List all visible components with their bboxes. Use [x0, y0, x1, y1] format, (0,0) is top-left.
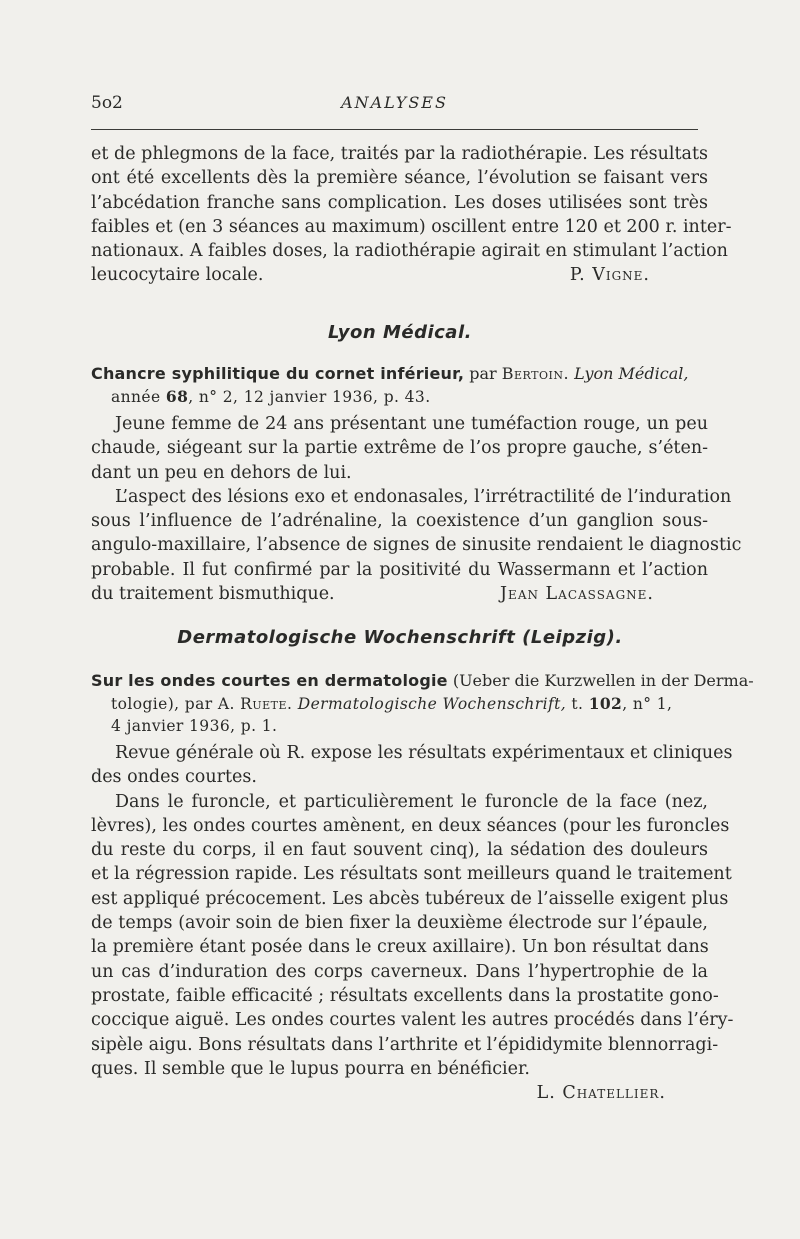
text-line: Jeune femme de 24 ans présentant une tuméfaction rouge, un peu	[115, 414, 708, 434]
article-chancre	[91, 362, 742, 606]
text-line: ont été excellents dès la première séance, l’évolution se faisant vers	[91, 168, 708, 189]
text-line: Revue générale où R. expose les résultats expérimentaux et cliniques	[115, 743, 733, 763]
cite-text: , n° 2, 12 janvier 1936, p. 43.	[188, 388, 431, 406]
citation-line	[91, 693, 708, 715]
intro-text	[91, 142, 732, 288]
cite-text: année	[111, 388, 166, 406]
text-line: angulo-maxillaire, l’absence de signes de sinusite rendaient le diagnostic	[91, 535, 742, 556]
page-header	[91, 93, 698, 117]
last-line-text: du traitement bismuthique.	[91, 584, 335, 605]
author: Ruete.	[240, 695, 293, 713]
cite-text: , n° 1,	[622, 695, 673, 713]
text-line: et la régression rapide. Les résultats sont meilleurs quand le traitement	[91, 864, 732, 885]
text-line: faibles et (en 3 séances au maximum) oscillent entre 120 et 200 r. inter-	[91, 216, 732, 237]
text-line: coccique aiguë. Les ondes courtes valent les autres procédés dans l’éry-	[91, 1010, 734, 1031]
text-line-last: ques. Il semble que le lupus pourra en bénéficier.	[91, 1058, 530, 1079]
cite-text: tologie), par A.	[111, 695, 241, 713]
article-title-line	[91, 362, 708, 386]
text-line: sous l’influence de l’adrénaline, la coexistence d’un ganglion sous-	[91, 511, 708, 532]
citation-line: 4 janvier 1936, p. 1.	[111, 717, 278, 735]
text-line: de temps (avoir soin de bien fixer la deuxième électrode sur l’épaule,	[91, 913, 708, 934]
article-ondes-courtes	[91, 669, 754, 1105]
text-line-last: des ondes courtes.	[91, 767, 257, 788]
section-heading-lyon-medical: Lyon Médical.	[328, 322, 472, 343]
text-line: du reste du corps, il en faut souvent cinq), la sédation des douleurs	[91, 840, 708, 861]
citation-line	[91, 386, 708, 408]
cite-text: (Ueber die Kurzwellen in der Derma-	[447, 671, 754, 690]
text-line: sipèle aigu. Bons résultats dans l’arthrite et l’épididymite blennorragi-	[91, 1034, 719, 1055]
page-number: 5o2	[91, 93, 123, 113]
running-title: ANALYSES	[341, 93, 448, 112]
text-line: Dans le furoncle, et particulièrement le furoncle de la face (nez,	[115, 791, 708, 812]
text-line: un cas d’induration des corps caverneux. Dans l’hypertrophie de la	[91, 961, 708, 982]
header-rule	[91, 129, 698, 130]
cite-text: par	[464, 364, 502, 383]
article-title: Sur les ondes courtes en dermatologie	[91, 671, 448, 690]
text-line-last	[91, 263, 708, 287]
text-line: L’aspect des lésions exo et endonasales, l’irrétractilité de l’induration	[115, 486, 732, 507]
text-line-last	[91, 582, 708, 606]
text-line: est appliqué précocement. Les abcès tubéreux de l’aisselle exigent plus	[91, 888, 729, 909]
author: Bertoin.	[501, 364, 570, 383]
article-title-line	[91, 669, 754, 693]
text-line: la première étant posée dans le creux axillaire). Un bon résultat dans	[91, 937, 709, 958]
text-line: chaude, siégeant sur la partie extrême de l’os propre gauche, s’éten-	[91, 438, 708, 459]
text-line: et de phlegmons de la face, traités par la radiothérapie. Les résultats	[91, 144, 708, 164]
journal-name: Dermatologische Wochenschrift,	[297, 695, 567, 713]
section-heading-dermatologische: Dermatologische Wochenschrift (Leipzig).	[177, 627, 623, 648]
cite-text: t.	[566, 695, 589, 713]
journal-name: Lyon Médical,	[574, 364, 689, 383]
year-volume: 68	[165, 387, 189, 406]
article-title: Chancre syphilitique du cornet inférieur,	[91, 364, 465, 383]
last-line-text: leucocytaire locale.	[91, 265, 264, 286]
text-line-last: dant un peu en dehors de lui.	[91, 462, 352, 483]
text-line: prostate, faible efficacité ; résultats excellents dans la prostatite gono-	[91, 985, 719, 1006]
signature-line	[91, 1081, 708, 1105]
text-line: l’abcédation franche sans complication. Les doses utilisées sont très	[91, 192, 708, 213]
signature: Jean Lacassagne.	[500, 584, 654, 605]
text-line: lèvres), les ondes courtes amènent, en deux séances (pour les furoncles	[91, 815, 730, 836]
signature: L. Chatellier.	[536, 1083, 666, 1104]
text-line: nationaux. A faibles doses, la radiothérapie agirait en stimulant l’action	[91, 241, 728, 262]
text-line: probable. Il fut confirmé par la positivité du Wassermann et l’action	[91, 559, 708, 580]
volume: 102	[588, 694, 623, 713]
signature: P. Vigne.	[569, 265, 650, 286]
